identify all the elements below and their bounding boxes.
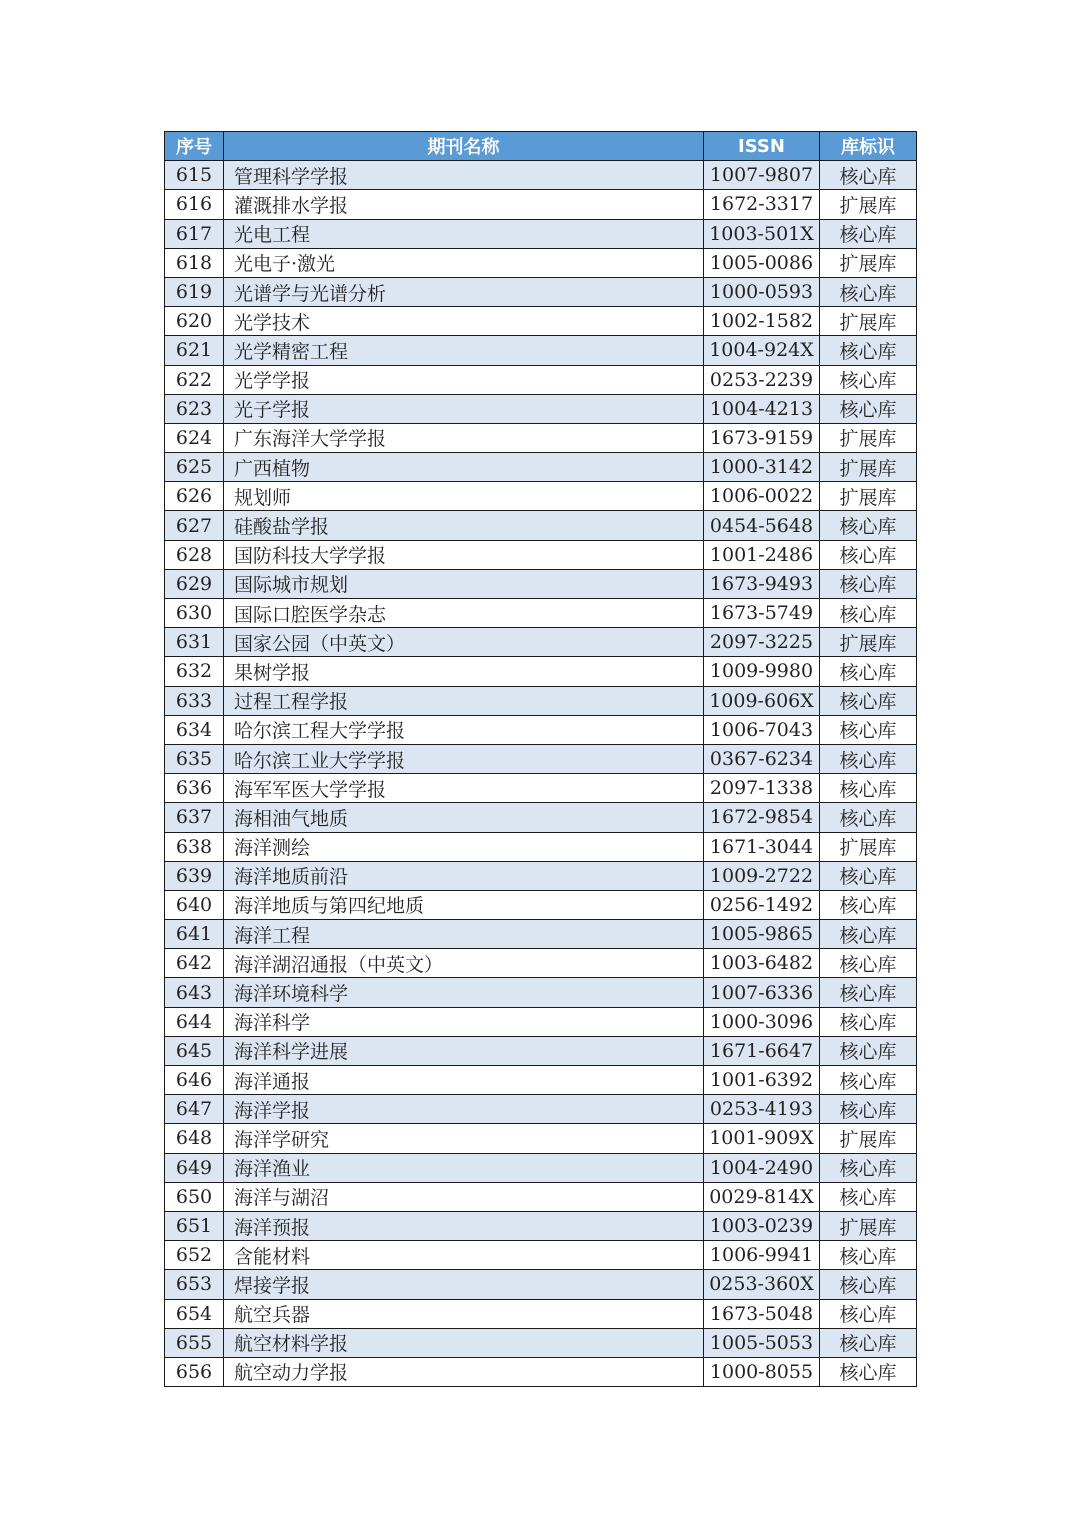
cell-library-tag: 核心库	[820, 774, 917, 803]
cell-journal-name: 海洋通报	[224, 1066, 704, 1095]
cell-seq: 630	[165, 599, 224, 628]
cell-journal-name: 哈尔滨工业大学学报	[224, 744, 704, 773]
cell-seq: 622	[165, 365, 224, 394]
cell-seq: 637	[165, 803, 224, 832]
table-row	[165, 190, 917, 219]
cell-journal-name: 海洋渔业	[224, 1153, 704, 1182]
cell-journal-name: 海洋科学	[224, 1007, 704, 1036]
cell-issn: 1006-0022	[704, 482, 820, 511]
cell-issn: 1672-3317	[704, 190, 820, 219]
cell-library-tag: 扩展库	[820, 423, 917, 452]
cell-seq: 633	[165, 686, 224, 715]
table-row	[165, 423, 917, 452]
table-row	[165, 511, 917, 540]
cell-library-tag: 核心库	[820, 1328, 917, 1357]
cell-library-tag: 核心库	[820, 1182, 917, 1211]
cell-journal-name: 国防科技大学学报	[224, 540, 704, 569]
cell-issn: 2097-1338	[704, 774, 820, 803]
cell-library-tag: 扩展库	[820, 307, 917, 336]
cell-library-tag: 扩展库	[820, 248, 917, 277]
cell-journal-name: 海相油气地质	[224, 803, 704, 832]
cell-seq: 628	[165, 540, 224, 569]
cell-issn: 1000-8055	[704, 1357, 820, 1386]
cell-seq: 625	[165, 453, 224, 482]
cell-seq: 651	[165, 1211, 224, 1240]
table-row	[165, 277, 917, 306]
cell-library-tag: 扩展库	[820, 628, 917, 657]
cell-journal-name: 管理科学学报	[224, 161, 704, 190]
table-row	[165, 1095, 917, 1124]
cell-journal-name: 焊接学报	[224, 1270, 704, 1299]
cell-issn: 1009-2722	[704, 861, 820, 890]
cell-journal-name: 光电工程	[224, 219, 704, 248]
cell-issn: 1009-9980	[704, 657, 820, 686]
cell-seq: 618	[165, 248, 224, 277]
header-journal-name: 期刊名称	[224, 132, 704, 161]
table-row	[165, 394, 917, 423]
cell-issn: 1005-0086	[704, 248, 820, 277]
header-seq: 序号	[165, 132, 224, 161]
table-row	[165, 1153, 917, 1182]
table-row	[165, 1270, 917, 1299]
table-row	[165, 774, 917, 803]
table-body	[165, 161, 917, 1387]
table-row	[165, 1182, 917, 1211]
cell-journal-name: 过程工程学报	[224, 686, 704, 715]
cell-library-tag: 核心库	[820, 744, 917, 773]
cell-seq: 642	[165, 949, 224, 978]
cell-seq: 631	[165, 628, 224, 657]
cell-issn: 1005-5053	[704, 1328, 820, 1357]
cell-seq: 645	[165, 1036, 224, 1065]
cell-seq: 620	[165, 307, 224, 336]
table-row	[165, 569, 917, 598]
table-row	[165, 336, 917, 365]
cell-seq: 624	[165, 423, 224, 452]
cell-issn: 0454-5648	[704, 511, 820, 540]
table-row	[165, 453, 917, 482]
table-row	[165, 803, 917, 832]
cell-issn: 1006-9941	[704, 1241, 820, 1270]
cell-seq: 655	[165, 1328, 224, 1357]
cell-journal-name: 海洋学报	[224, 1095, 704, 1124]
cell-library-tag: 核心库	[820, 1357, 917, 1386]
cell-seq: 652	[165, 1241, 224, 1270]
cell-issn: 1007-9807	[704, 161, 820, 190]
table-row	[165, 1211, 917, 1240]
table-row	[165, 657, 917, 686]
cell-journal-name: 海洋工程	[224, 920, 704, 949]
cell-journal-name: 国际口腔医学杂志	[224, 599, 704, 628]
table-row	[165, 540, 917, 569]
cell-journal-name: 海洋地质前沿	[224, 861, 704, 890]
cell-seq: 615	[165, 161, 224, 190]
cell-library-tag: 核心库	[820, 1299, 917, 1328]
cell-seq: 647	[165, 1095, 224, 1124]
cell-issn: 1000-3096	[704, 1007, 820, 1036]
cell-issn: 1672-9854	[704, 803, 820, 832]
cell-issn: 1002-1582	[704, 307, 820, 336]
cell-issn: 1003-6482	[704, 949, 820, 978]
cell-issn: 1004-924X	[704, 336, 820, 365]
cell-journal-name: 航空材料学报	[224, 1328, 704, 1357]
cell-journal-name: 海洋地质与第四纪地质	[224, 890, 704, 919]
cell-library-tag: 核心库	[820, 365, 917, 394]
table-row	[165, 715, 917, 744]
cell-library-tag: 扩展库	[820, 832, 917, 861]
cell-seq: 617	[165, 219, 224, 248]
table-row	[165, 219, 917, 248]
cell-journal-name: 海军军医大学学报	[224, 774, 704, 803]
cell-issn: 0253-360X	[704, 1270, 820, 1299]
cell-journal-name: 海洋预报	[224, 1211, 704, 1240]
cell-issn: 1671-6647	[704, 1036, 820, 1065]
table-row	[165, 744, 917, 773]
cell-library-tag: 扩展库	[820, 453, 917, 482]
table-row	[165, 1328, 917, 1357]
cell-journal-name: 海洋学研究	[224, 1124, 704, 1153]
cell-seq: 653	[165, 1270, 224, 1299]
cell-journal-name: 国家公园（中英文）	[224, 628, 704, 657]
cell-seq: 643	[165, 978, 224, 1007]
cell-journal-name: 灌溉排水学报	[224, 190, 704, 219]
cell-issn: 1673-5048	[704, 1299, 820, 1328]
cell-issn: 2097-3225	[704, 628, 820, 657]
cell-seq: 648	[165, 1124, 224, 1153]
cell-library-tag: 核心库	[820, 394, 917, 423]
cell-issn: 1009-606X	[704, 686, 820, 715]
journal-table	[164, 131, 917, 1387]
cell-library-tag: 扩展库	[820, 1124, 917, 1153]
cell-seq: 616	[165, 190, 224, 219]
cell-seq: 646	[165, 1066, 224, 1095]
cell-seq: 621	[165, 336, 224, 365]
table-row	[165, 861, 917, 890]
table-row	[165, 832, 917, 861]
cell-issn: 1005-9865	[704, 920, 820, 949]
cell-journal-name: 航空动力学报	[224, 1357, 704, 1386]
table-row	[165, 1007, 917, 1036]
table-row	[165, 1241, 917, 1270]
cell-seq: 639	[165, 861, 224, 890]
table-row	[165, 1066, 917, 1095]
cell-seq: 636	[165, 774, 224, 803]
cell-journal-name: 海洋湖沼通报（中英文）	[224, 949, 704, 978]
table-row	[165, 1357, 917, 1386]
cell-seq: 649	[165, 1153, 224, 1182]
cell-journal-name: 光谱学与光谱分析	[224, 277, 704, 306]
table-row	[165, 482, 917, 511]
cell-issn: 1001-909X	[704, 1124, 820, 1153]
cell-seq: 632	[165, 657, 224, 686]
table-row	[165, 1124, 917, 1153]
cell-journal-name: 国际城市规划	[224, 569, 704, 598]
cell-library-tag: 核心库	[820, 599, 917, 628]
cell-library-tag: 核心库	[820, 1153, 917, 1182]
cell-issn: 1673-9493	[704, 569, 820, 598]
cell-issn: 1003-501X	[704, 219, 820, 248]
cell-seq: 640	[165, 890, 224, 919]
cell-journal-name: 光学精密工程	[224, 336, 704, 365]
cell-journal-name: 海洋科学进展	[224, 1036, 704, 1065]
cell-library-tag: 核心库	[820, 1241, 917, 1270]
cell-issn: 1006-7043	[704, 715, 820, 744]
cell-library-tag: 核心库	[820, 1270, 917, 1299]
table-row	[165, 1299, 917, 1328]
cell-library-tag: 核心库	[820, 569, 917, 598]
cell-library-tag: 核心库	[820, 277, 917, 306]
table-row	[165, 248, 917, 277]
cell-seq: 619	[165, 277, 224, 306]
cell-issn: 1671-3044	[704, 832, 820, 861]
cell-journal-name: 光学学报	[224, 365, 704, 394]
cell-seq: 650	[165, 1182, 224, 1211]
cell-journal-name: 含能材料	[224, 1241, 704, 1270]
cell-issn: 1673-9159	[704, 423, 820, 452]
cell-journal-name: 规划师	[224, 482, 704, 511]
table-row	[165, 686, 917, 715]
table-row	[165, 365, 917, 394]
cell-library-tag: 核心库	[820, 949, 917, 978]
cell-journal-name: 光子学报	[224, 394, 704, 423]
cell-issn: 0367-6234	[704, 744, 820, 773]
cell-seq: 644	[165, 1007, 224, 1036]
table-row	[165, 628, 917, 657]
cell-library-tag: 扩展库	[820, 482, 917, 511]
cell-library-tag: 核心库	[820, 657, 917, 686]
cell-seq: 654	[165, 1299, 224, 1328]
cell-library-tag: 核心库	[820, 920, 917, 949]
cell-journal-name: 果树学报	[224, 657, 704, 686]
cell-journal-name: 海洋环境科学	[224, 978, 704, 1007]
cell-library-tag: 核心库	[820, 1007, 917, 1036]
cell-journal-name: 硅酸盐学报	[224, 511, 704, 540]
cell-issn: 0253-2239	[704, 365, 820, 394]
cell-issn: 1003-0239	[704, 1211, 820, 1240]
cell-library-tag: 核心库	[820, 803, 917, 832]
header-library-tag: 库标识	[820, 132, 917, 161]
cell-issn: 1007-6336	[704, 978, 820, 1007]
cell-library-tag: 核心库	[820, 1095, 917, 1124]
cell-issn: 1000-3142	[704, 453, 820, 482]
cell-journal-name: 海洋测绘	[224, 832, 704, 861]
cell-seq: 627	[165, 511, 224, 540]
cell-journal-name: 光电子·激光	[224, 248, 704, 277]
cell-issn: 1004-4213	[704, 394, 820, 423]
cell-issn: 0029-814X	[704, 1182, 820, 1211]
cell-library-tag: 核心库	[820, 336, 917, 365]
cell-library-tag: 核心库	[820, 861, 917, 890]
table-header-row	[165, 132, 917, 161]
cell-library-tag: 扩展库	[820, 190, 917, 219]
header-issn: ISSN	[704, 132, 820, 161]
cell-seq: 638	[165, 832, 224, 861]
table-row	[165, 978, 917, 1007]
cell-issn: 0256-1492	[704, 890, 820, 919]
cell-library-tag: 核心库	[820, 161, 917, 190]
cell-library-tag: 核心库	[820, 511, 917, 540]
cell-library-tag: 核心库	[820, 978, 917, 1007]
cell-journal-name: 光学技术	[224, 307, 704, 336]
cell-seq: 634	[165, 715, 224, 744]
cell-issn: 1000-0593	[704, 277, 820, 306]
cell-journal-name: 哈尔滨工程大学学报	[224, 715, 704, 744]
cell-seq: 623	[165, 394, 224, 423]
cell-issn: 1001-6392	[704, 1066, 820, 1095]
cell-issn: 1004-2490	[704, 1153, 820, 1182]
table-row	[165, 599, 917, 628]
cell-library-tag: 核心库	[820, 1066, 917, 1095]
cell-library-tag: 核心库	[820, 219, 917, 248]
cell-library-tag: 核心库	[820, 686, 917, 715]
cell-issn: 1001-2486	[704, 540, 820, 569]
cell-issn: 1673-5749	[704, 599, 820, 628]
cell-journal-name: 航空兵器	[224, 1299, 704, 1328]
cell-seq: 656	[165, 1357, 224, 1386]
cell-library-tag: 核心库	[820, 715, 917, 744]
cell-library-tag: 核心库	[820, 540, 917, 569]
cell-library-tag: 核心库	[820, 1036, 917, 1065]
cell-journal-name: 广东海洋大学学报	[224, 423, 704, 452]
table-row	[165, 307, 917, 336]
cell-library-tag: 扩展库	[820, 1211, 917, 1240]
table-row	[165, 949, 917, 978]
table-row	[165, 890, 917, 919]
cell-seq: 635	[165, 744, 224, 773]
cell-journal-name: 广西植物	[224, 453, 704, 482]
table-row	[165, 920, 917, 949]
cell-issn: 0253-4193	[704, 1095, 820, 1124]
table-row	[165, 161, 917, 190]
cell-library-tag: 核心库	[820, 890, 917, 919]
cell-seq: 629	[165, 569, 224, 598]
table-row	[165, 1036, 917, 1065]
cell-journal-name: 海洋与湖沼	[224, 1182, 704, 1211]
cell-seq: 626	[165, 482, 224, 511]
cell-seq: 641	[165, 920, 224, 949]
